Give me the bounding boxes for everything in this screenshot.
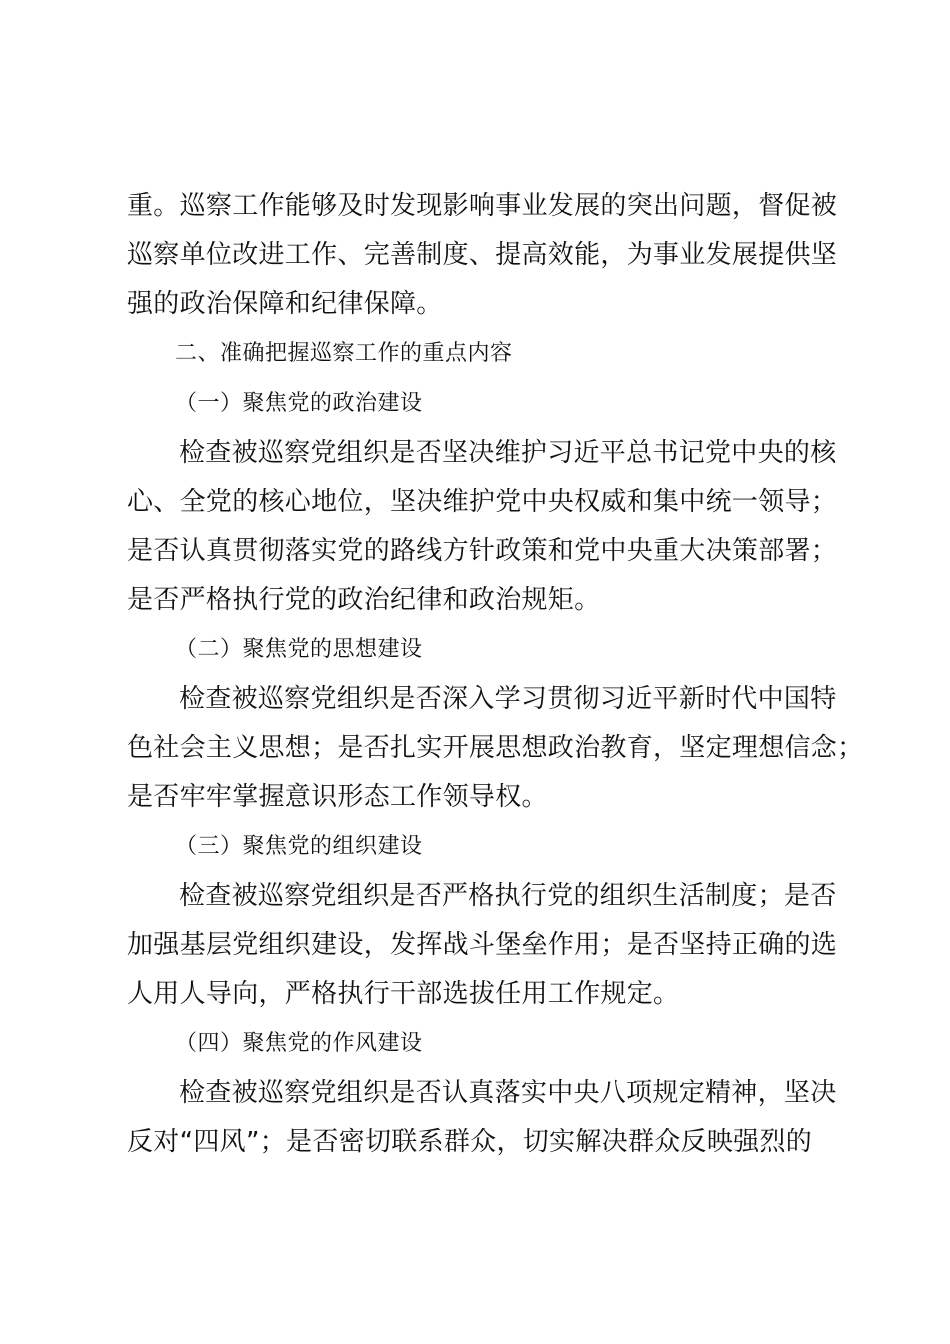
subsection-heading-conduct: （四）聚焦党的作风建设 — [175, 1031, 423, 1056]
paragraph-continuation — [127, 182, 847, 329]
document-body — [127, 182, 864, 1167]
text-line: 检查被巡察党组织是否严格执行党的组织生活制度；是否 — [179, 881, 837, 911]
text-line: 反对“四风”；是否密切联系群众，切实解决群众反映强烈的 — [127, 1127, 813, 1157]
text-line: 色社会主义思想；是否扎实开展思想政治教育，坚定理想信念； — [127, 733, 864, 763]
paragraph-conduct — [127, 1069, 847, 1167]
text-line: 强的政治保障和纪律保障。 — [127, 289, 443, 319]
subsection-heading-political: （一）聚焦党的政治建设 — [175, 391, 423, 416]
subsection-heading-ideological: （二）聚焦党的思想建设 — [175, 637, 423, 662]
paragraph-political — [127, 429, 847, 625]
text-line: 心、全党的核心地位，坚决维护党中央权威和集中统一领导； — [127, 487, 838, 517]
text-line: 检查被巡察党组织是否深入学习贯彻习近平新时代中国特 — [179, 684, 837, 714]
text-line: 重。巡察工作能够及时发现影响事业发展的突出问题，督促被 — [127, 191, 838, 221]
paragraph-ideological — [127, 675, 864, 822]
text-line: 加强基层党组织建设，发挥战斗堡垒作用；是否坚持正确的选 — [127, 930, 838, 960]
subsection-heading-organizational: （三）聚焦党的组织建设 — [175, 834, 423, 859]
text-line: 是否认真贯彻落实党的路线方针政策和党中央重大决策部署； — [127, 536, 838, 566]
text-line: 检查被巡察党组织是否坚决维护习近平总书记党中央的核 — [179, 438, 837, 468]
text-line: 是否牢牢掌握意识形态工作领导权。 — [127, 782, 548, 812]
text-line: 人用人导向，严格执行干部选拔任用工作规定。 — [127, 979, 680, 1009]
paragraph-organizational — [127, 872, 847, 1019]
text-line: 是否严格执行党的政治纪律和政治规矩。 — [127, 585, 601, 615]
section-heading: 二、准确把握巡察工作的重点内容 — [175, 341, 513, 366]
text-line: 检查被巡察党组织是否认真落实中央八项规定精神，坚决 — [179, 1078, 837, 1108]
text-line: 巡察单位改进工作、完善制度、提高效能，为事业发展提供坚 — [127, 240, 838, 270]
